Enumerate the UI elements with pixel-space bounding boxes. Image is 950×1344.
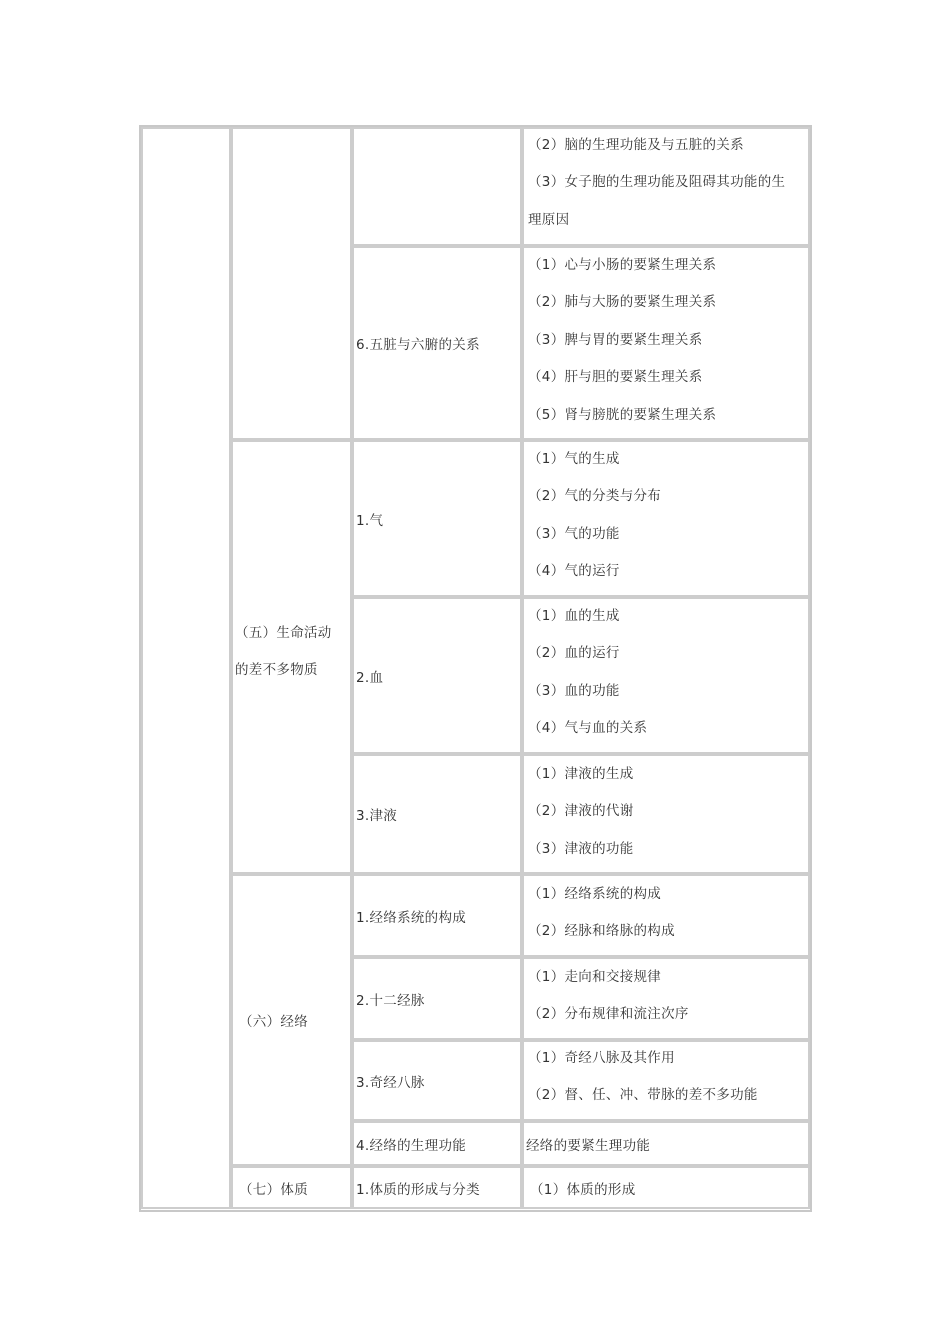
category-cell-seven xyxy=(231,1166,352,1209)
subtopic-cell xyxy=(352,1121,522,1166)
detail-item: （2）督、任、冲、带脉的差不多功能 xyxy=(528,1087,758,1104)
detail-cell xyxy=(522,1121,810,1166)
detail-item: （5）肾与膀胱的要紧生理关系 xyxy=(528,406,717,423)
detail-item: （3）津液的功能 xyxy=(528,840,634,857)
detail-item: 经络的要紧生理功能 xyxy=(526,1137,651,1154)
detail-item: （1）津液的生成 xyxy=(528,766,634,782)
detail-cell xyxy=(522,874,810,957)
detail-item: （3）脾与胃的要紧生理关系 xyxy=(528,331,703,348)
category-label-line: 的差不多物质 xyxy=(235,662,318,679)
col1-cell xyxy=(141,127,231,1209)
category-label: （七）体质 xyxy=(239,1181,308,1198)
subtopic-cell xyxy=(352,1040,522,1121)
subtopic-cell xyxy=(352,957,522,1040)
category-cell-five xyxy=(231,440,352,874)
detail-item: （2）气的分类与分布 xyxy=(528,488,662,505)
detail-item: （3）血的功能 xyxy=(528,682,620,699)
detail-cell xyxy=(522,597,810,754)
subtopic-label: 1.体质的形成与分类 xyxy=(356,1181,480,1198)
detail-cell xyxy=(522,1166,810,1209)
detail-item: （1）奇经八脉及其作用 xyxy=(528,1050,675,1066)
subtopic-cell xyxy=(352,754,522,874)
subtopic-cell xyxy=(352,1166,522,1209)
detail-item: （4）气的运行 xyxy=(528,563,620,580)
subtopic-label: 2.十二经脉 xyxy=(356,992,425,1009)
detail-cell xyxy=(522,1040,810,1121)
subtopic-cell xyxy=(352,874,522,957)
subtopic-label: 6.五脏与六腑的关系 xyxy=(356,337,480,353)
subtopic-label: 4.经络的生理功能 xyxy=(356,1137,467,1154)
detail-item: （2）肺与大肠的要紧生理关系 xyxy=(528,294,717,311)
detail-item: （2）血的运行 xyxy=(528,645,620,662)
subtopic-cell xyxy=(352,440,522,597)
detail-item: （1）心与小肠的要紧生理关系 xyxy=(528,257,717,273)
detail-item: （1）气的生成 xyxy=(528,451,620,467)
detail-item: （1）走向和交接规律 xyxy=(528,969,662,985)
category-cell-six xyxy=(231,874,352,1166)
subtopic-cell xyxy=(352,597,522,754)
detail-cell xyxy=(522,246,810,440)
detail-item: （1）经络系统的构成 xyxy=(528,886,662,902)
detail-item: （4）气与血的关系 xyxy=(528,720,648,737)
detail-item: （3）气的功能 xyxy=(528,525,620,542)
subtopic-cell xyxy=(352,246,522,440)
category-label-line: （五）生命活动 xyxy=(235,625,332,641)
detail-cell xyxy=(522,440,810,597)
subtopic-label: 2.血 xyxy=(356,669,384,686)
detail-cell xyxy=(522,754,810,874)
detail-item: （2）分布规律和流注次序 xyxy=(528,1006,689,1023)
detail-cell xyxy=(522,957,810,1040)
subtopic-label: 3.津液 xyxy=(356,808,398,824)
subtopic-label: 1.经络系统的构成 xyxy=(356,909,467,926)
subtopic-label: 3.奇经八脉 xyxy=(356,1074,425,1091)
detail-item: （3）女子胞的生理功能及阻碍其功能的生 xyxy=(528,174,786,191)
detail-item: 理原因 xyxy=(528,211,570,228)
detail-item: （4）肝与胆的要紧生理关系 xyxy=(528,369,703,386)
detail-item: （1）体质的形成 xyxy=(530,1181,636,1198)
detail-item: （2）津液的代谢 xyxy=(528,803,634,820)
detail-item: （2）脑的生理功能及与五脏的关系 xyxy=(528,137,744,153)
subtopic-label: 1.气 xyxy=(356,512,384,529)
category-cell-continued xyxy=(231,127,352,440)
category-label: （六）经络 xyxy=(239,1014,308,1030)
detail-item: （2）经脉和络脉的构成 xyxy=(528,923,675,940)
subtopic-cell xyxy=(352,127,522,246)
detail-cell xyxy=(522,127,810,246)
detail-item: （1）血的生成 xyxy=(528,608,620,624)
